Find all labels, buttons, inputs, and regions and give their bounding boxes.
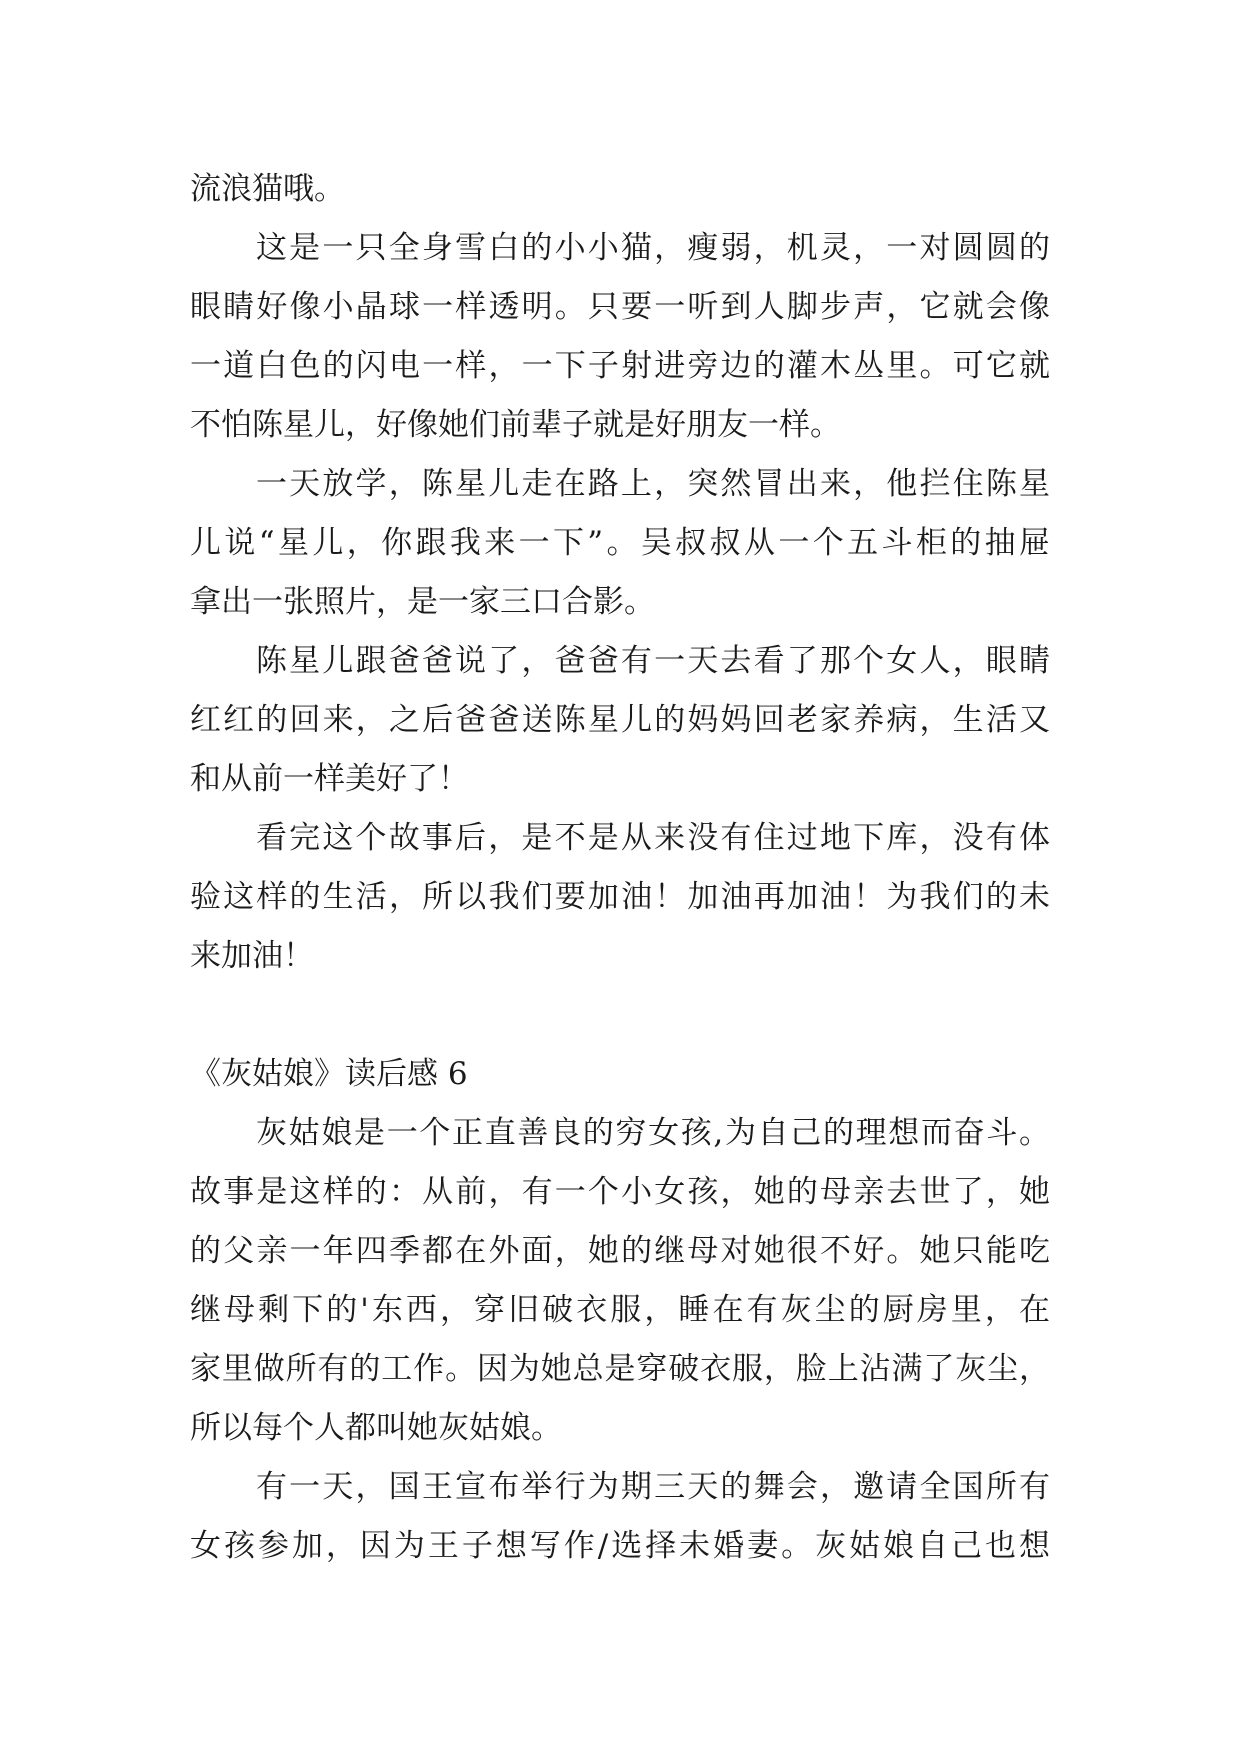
text-line: 流浪猫哦。: [190, 171, 345, 207]
paragraph-start-line: 有一天，国王宣布举行为期三天的舞会，邀请全国所有: [256, 1469, 1050, 1505]
paragraph-start-line: 这是一只全身雪白的小小猫，瘦弱，机灵，一对圆圆的: [256, 230, 1050, 266]
text-line: 儿说“星儿，你跟我来一下”。吴叔叔从一个五斗柜的抽屉: [190, 525, 1050, 561]
text-line: 和从前一样美好了！: [190, 761, 469, 797]
text-line: 来加油！: [190, 938, 314, 974]
paragraph-start-line: 看完这个故事后，是不是从来没有住过地下库，没有体: [256, 820, 1050, 856]
text-line: 女孩参加，因为王子想写作/选择未婚妻。灰姑娘自己也想: [190, 1528, 1050, 1564]
text-line: 验这样的生活，所以我们要加油！加油再加油！为我们的未: [190, 879, 1050, 915]
text-line: 红红的回来，之后爸爸送陈星儿的妈妈回老家养病，生活又: [190, 702, 1050, 738]
text-line: 继母剩下的'东西，穿旧破衣服，睡在有灰尘的厨房里，在: [190, 1292, 1050, 1328]
text-line: 故事是这样的：从前，有一个小女孩，她的母亲去世了，她: [190, 1174, 1050, 1210]
text-line: 的父亲一年四季都在外面，她的继母对她很不好。她只能吃: [190, 1233, 1050, 1269]
text-line: 不怕陈星儿，好像她们前辈子就是好朋友一样。: [190, 407, 841, 443]
paragraph-start-line: 陈星儿跟爸爸说了，爸爸有一天去看了那个女人，眼睛: [256, 643, 1050, 679]
text-line: 拿出一张照片，是一家三口合影。: [190, 584, 655, 620]
text-line: 所以每个人都叫她灰姑娘。: [190, 1410, 562, 1446]
text-line: 一道白色的闪电一样，一下子射进旁边的灌木丛里。可它就: [190, 348, 1050, 384]
section-gap: [190, 986, 1050, 1045]
text-line: 眼睛好像小晶球一样透明。只要一听到人脚步声，它就会像: [190, 289, 1050, 325]
document-page: [190, 160, 1050, 1576]
paragraph-start-line: 一天放学，陈星儿走在路上，突然冒出来，他拦住陈星: [256, 466, 1050, 502]
paragraph-start-line: 灰姑娘是一个正直善良的穷女孩,为自己的理想而奋斗。: [256, 1115, 1050, 1151]
text-line: 家里做所有的工作。因为她总是穿破衣服，脸上沾满了灰尘，: [190, 1351, 1050, 1387]
section-title: 《灰姑娘》读后感 6: [190, 1056, 468, 1092]
